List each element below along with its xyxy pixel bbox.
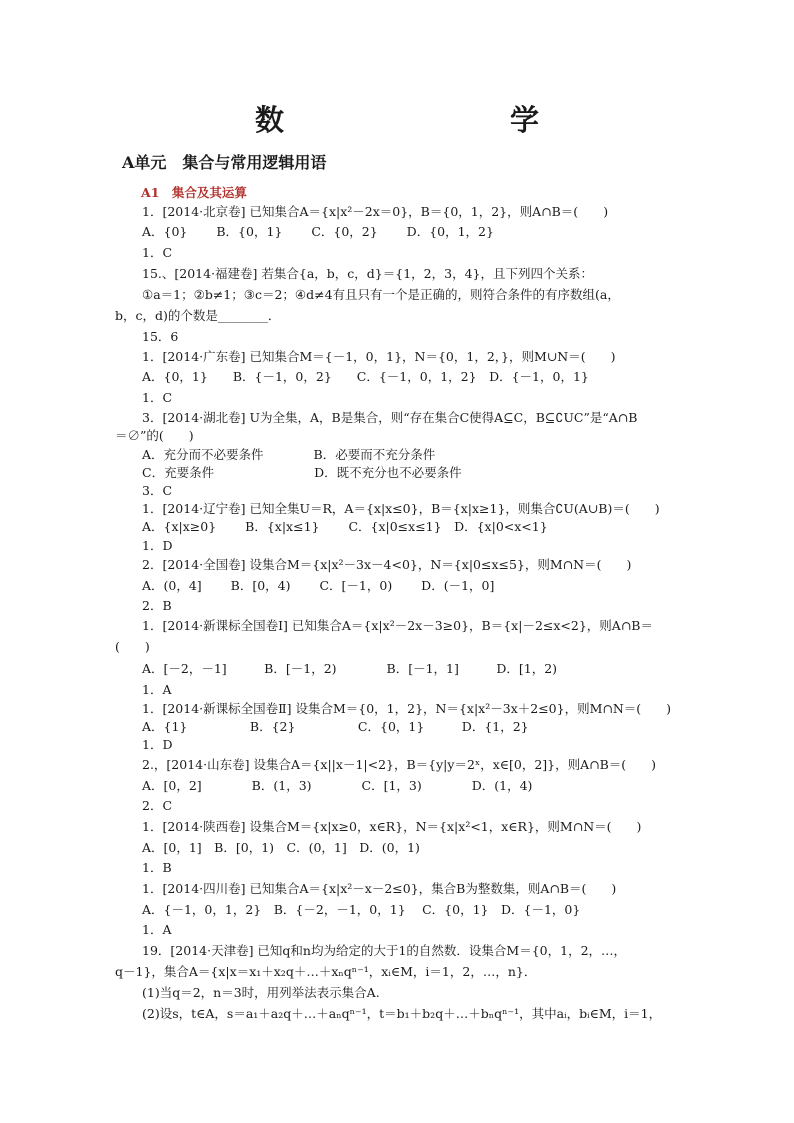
text-line: 1．[2014·新课标全国卷Ⅰ] 已知集合A＝{x|x²－2x－3≥0}，B＝{x|－2≤x<2}，则A∩B＝: [142, 618, 653, 633]
text-line: 1．[2014·新课标全国卷Ⅱ] 设集合M＝{0，1，2}，N＝{x|x²－3x＋2≤0}，则M∩N＝( ): [142, 701, 672, 716]
text-line: 2.，[2014·山东卷] 设集合A＝{x||x－1|<2}，B＝{y|y＝2ˣ，x∈[0，2]}，则A∩B＝( ): [142, 757, 657, 772]
text-line: 1．[2014·广东卷] 已知集合M＝{－1，0，1}，N＝{0，1，2，}，则M∪N＝( ): [142, 349, 616, 364]
text-line: q－1}，集合A＝{x|x＝x₁＋x₂q＋…＋xₙqⁿ⁻¹，xᵢ∈M，i＝1，2，…，n}．: [115, 964, 537, 979]
text-line: A．(0，4] B．[0，4) C．[－1，0) D．(－1，0]: [142, 578, 495, 593]
text-line: 19．[2014·天津卷] 已知q和n均为给定的大于1的自然数．设集合M＝{0，1，2，…，: [142, 943, 627, 958]
text-line: 15.、[2014·福建卷] 若集合{a，b，c，d}＝{1，2，3，4}，且下列四个关系：: [142, 266, 593, 281]
text-line: A．{1} B．{2} C．{0，1} D．{1，2}: [142, 719, 529, 734]
text-line: 1．[2014·陕西卷] 设集合M＝{x|x≥0，x∈R}，N＝{x|x²<1，x∈R}，则M∩N＝( ): [142, 819, 642, 834]
text-line: C．充要条件 D．既不充分也不必要条件: [142, 465, 462, 480]
text-line: 1．D: [142, 538, 173, 553]
text-line: A．[0，1] B．[0，1) C．(0，1] D．(0，1): [142, 840, 420, 855]
text-line: 3．[2014·湖北卷] U为全集，A，B是集合，则“存在集合C使得A⊆C，B⊆∁UC”是“A∩B: [142, 410, 638, 425]
text-line: 1．A: [142, 922, 172, 937]
text-line: 1．[2014·辽宁卷] 已知全集U＝R，A＝{x|x≤0}，B＝{x|x≥1}，则集合∁U(A∪B)＝( ): [142, 501, 660, 516]
text-line: ①a＝1；②b≠1；③c＝2；④d≠4有且只有一个是正确的，则符合条件的有序数组(a，: [142, 287, 620, 302]
text-line: 1．A: [142, 682, 172, 697]
text-line: 1．D: [142, 737, 173, 752]
text-line: A．{－1，0，1，2} B．{－2，－1，0，1} C．{0，1} D．{－1，0}: [142, 902, 581, 917]
text-line: A．{x|x≥0} B．{x|x≤1} C．{x|0≤x≤1} D．{x|0<x<1}: [142, 519, 548, 534]
text-line: ＝∅”的( ): [115, 428, 194, 443]
text-line: A．{0} B．{0，1} C．{0，2} D．{0，1，2}: [142, 224, 494, 239]
text-line: ( ): [115, 639, 150, 654]
section-heading: A1 集合及其运算: [141, 185, 247, 200]
text-line: A．{0，1} B．{－1，0，2} C．{－1，0，1，2} D．{－1，0，1}: [142, 369, 589, 384]
text-line: 1．[2014·四川卷] 已知集合A＝{x|x²－x－2≤0}，集合B为整数集，则A∩B＝( ): [142, 881, 617, 896]
page-title: 数 学: [254, 103, 595, 137]
text-line: A．[－2，－1] B．[－1，2) B．[－1，1] D．[1，2): [142, 661, 558, 676]
text-line: b，c，d)的个数是________．: [115, 308, 281, 323]
text-line: 1．B: [142, 860, 172, 875]
text-line: 1．[2014·北京卷] 已知集合A＝{x|x²－2x＝0}，B＝{0，1，2}，则A∩B＝( ): [142, 204, 609, 219]
text-line: 1．C: [142, 390, 173, 405]
text-line: 2．[2014·全国卷] 设集合M＝{x|x²－3x－4<0}，N＝{x|0≤x≤5}，则M∩N＝( ): [142, 557, 632, 572]
text-line: A．充分而不必要条件 B．必要而不充分条件: [142, 447, 436, 462]
text-line: (1)当q＝2，n＝3时，用列举法表示集合A.: [142, 985, 380, 1000]
text-line: (2)设s，t∈A，s＝a₁＋a₂q＋…＋aₙqⁿ⁻¹，t＝b₁＋b₂q＋…＋bₙqⁿ⁻¹，其中aᵢ，bᵢ∈M，i＝1，: [142, 1006, 662, 1021]
text-line: 15．6: [142, 329, 179, 344]
text-line: 2．B: [142, 598, 172, 613]
text-line: A．[0，2] B．(1，3) C．[1，3) D．(1，4): [142, 778, 533, 793]
text-line: 1．C: [142, 245, 173, 260]
text-line: 3．C: [142, 483, 173, 498]
unit-heading: A单元 集合与常用逻辑用语: [122, 153, 327, 172]
text-line: 2．C: [142, 798, 173, 813]
